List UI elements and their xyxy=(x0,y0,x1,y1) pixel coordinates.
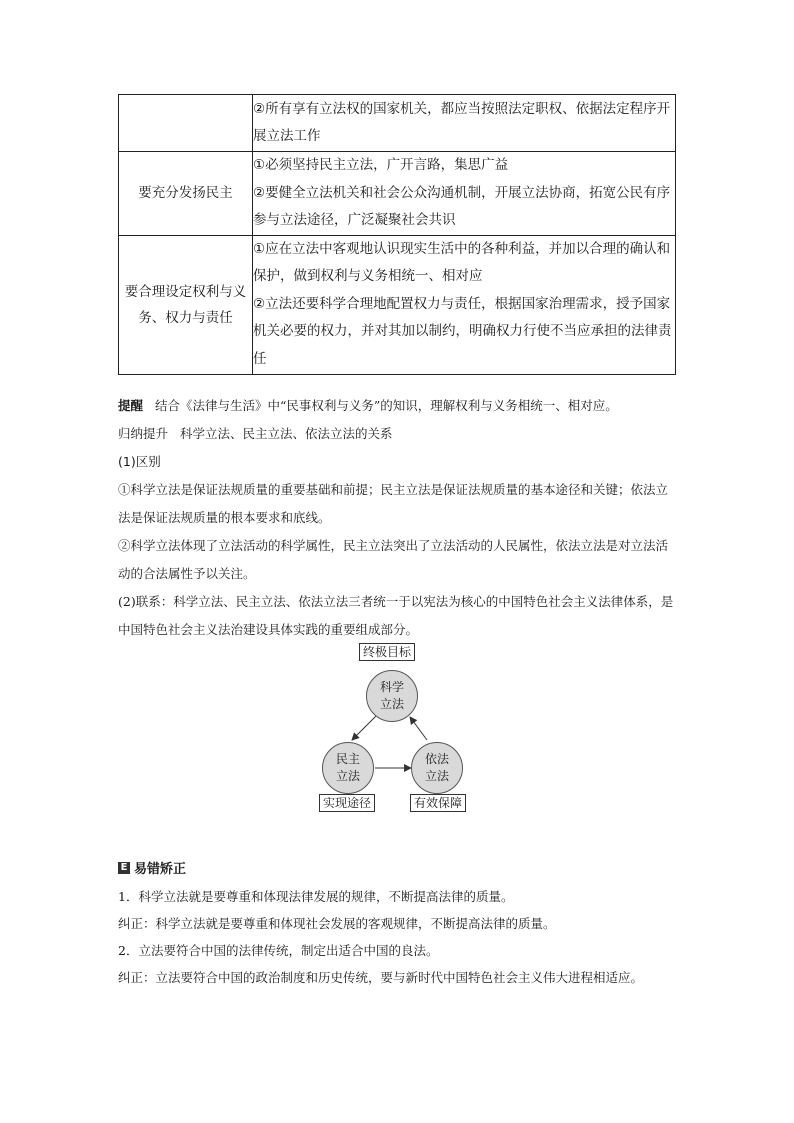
relation-diagram xyxy=(310,640,490,820)
difference-heading: (1)区别 xyxy=(118,454,161,469)
path-label: 实现途径 xyxy=(319,794,375,812)
legislation-table xyxy=(118,94,676,375)
democracy-legislation-node xyxy=(322,742,374,794)
table-cell-right xyxy=(253,95,676,152)
table-text: ②所有享有立法权的国家机关，都应当按照法定职权、依据法定程序开展立法工作 xyxy=(253,100,671,144)
summary-label: 归纳提升 xyxy=(118,426,169,441)
goal-label: 终极目标 xyxy=(359,643,415,661)
lawful-legislation-node xyxy=(411,742,463,794)
node-text: 科学 xyxy=(379,680,404,694)
difference-point-1: ①科学立法是保证法规质量的重要基础和前提；民主立法是保证法规质量的基本途径和关键；依法立法是保证法规质量的根本要求和底线。 xyxy=(118,482,669,525)
errata-item: 2．立法要符合中国的法律传统，制定出适合中国的良法。 xyxy=(118,943,439,958)
errata-correction: 纠正：立法要符合中国的政治制度和历史传统，要与新时代中国特色社会主义伟大进程相适应。 xyxy=(118,970,644,985)
summary-title: 科学立法、民主立法、依法立法的关系 xyxy=(179,426,393,441)
relation-paragraph: (2)联系：科学立法、民主立法、依法立法三者统一于以宪法为核心的中国特色社会主义法律体系，是中国特色社会主义法治建设具体实践的重要组成部分。 xyxy=(118,594,674,637)
node-text: 民主 xyxy=(335,752,360,766)
tip-label: 提醒 xyxy=(118,398,144,413)
table-text: ①应在立法中客观地认识现实生活中的各种利益，并加以合理的确认和保护，做到权利与义务相统一、相对应 xyxy=(253,240,671,285)
table-text: ②立法还要科学合理地配置权力与责任，根据国家治理需求，授予国家机关必要的权力，并对其加以制约，明确权力行使不当应承担的法律责任 xyxy=(253,295,672,367)
table-cell-right xyxy=(253,152,676,236)
arrow-top-to-left xyxy=(352,716,376,740)
errata-title: 易错矫正 xyxy=(134,862,187,877)
science-legislation-node xyxy=(366,670,418,722)
table-cell-right xyxy=(253,235,676,374)
node-text: 立法 xyxy=(379,697,404,711)
node-text: 依法 xyxy=(424,752,449,766)
table-text: ①必须坚持民主立法，广开言路，集思广益 xyxy=(253,157,509,173)
table-text: ②要健全立法机关和社会公众沟通机制，开展立法协商，拓宽公民有序参与立法途径，广泛凝聚社会共识 xyxy=(253,184,671,228)
summary-section xyxy=(118,392,678,644)
errata-heading xyxy=(118,858,186,877)
node-text: 立法 xyxy=(424,769,449,783)
table-cell-left: 要充分发扬民主 xyxy=(119,152,253,236)
guarantee-label: 有效保障 xyxy=(410,794,466,812)
difference-point-2: ②科学立法体现了立法活动的科学属性，民主立法突出了立法活动的人民属性，依法立法是对立法活动的合法属性予以关注。 xyxy=(118,538,669,581)
table-row xyxy=(119,152,676,236)
table-row xyxy=(119,235,676,374)
tip-paragraph xyxy=(118,392,678,420)
section-marker-icon: E xyxy=(118,862,130,874)
table-cell-left: 要合理设定权利与义务、权力与责任 xyxy=(119,235,253,374)
arrow-right-to-top xyxy=(410,717,427,740)
errata-correction: 纠正：科学立法就是要尊重和体现社会发展的客观规律，不断提高法律的质量。 xyxy=(118,916,556,931)
node-text: 立法 xyxy=(335,769,360,783)
errata-list xyxy=(118,883,680,991)
table-cell-left xyxy=(119,95,253,152)
diagram-arrows xyxy=(310,640,490,820)
summary-heading xyxy=(118,420,678,448)
errata-item: 1．科学立法就是要尊重和体现法律发展的规律，不断提高法律的质量。 xyxy=(118,889,514,904)
table-row xyxy=(119,95,676,152)
tip-text: 结合《法律与生活》中“民事权利与义务”的知识，理解权利与义务相统一、相对应。 xyxy=(154,398,618,413)
